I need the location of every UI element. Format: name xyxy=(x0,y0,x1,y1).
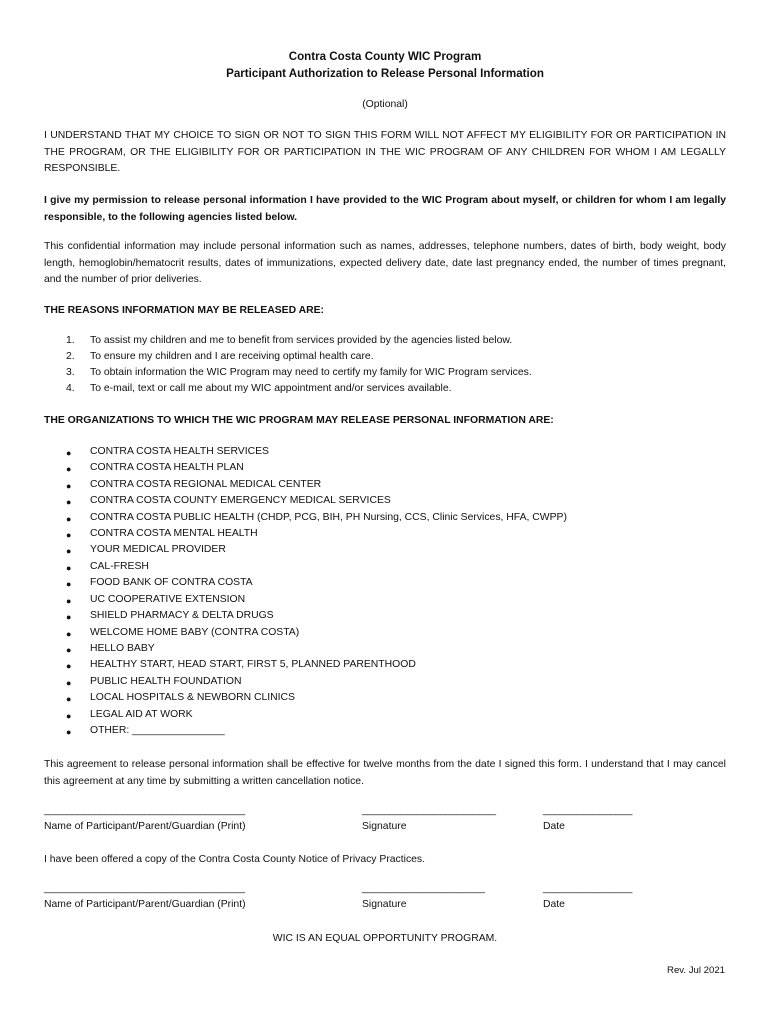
organization-item: SHIELD PHARMACY & DELTA DRUGS xyxy=(90,610,274,621)
reason-number: 2. xyxy=(66,351,75,362)
bullet-icon: ● xyxy=(66,448,72,458)
organization-item: PUBLIC HEALTH FOUNDATION xyxy=(90,676,242,687)
organizations-heading: THE ORGANIZATIONS TO WHICH THE WIC PROGRAM MAY RELEASE PERSONAL INFORMATION ARE: xyxy=(44,415,554,426)
reason-number: 4. xyxy=(66,383,75,394)
signature-label: Signature xyxy=(362,821,407,832)
organization-item: LEGAL AID AT WORK xyxy=(90,709,193,720)
bullet-icon: ● xyxy=(66,497,72,507)
signature-field[interactable]: ______________________ xyxy=(362,883,485,894)
bullet-icon: ● xyxy=(66,546,72,556)
organization-other-field[interactable]: OTHER: ________________ xyxy=(90,725,225,736)
organization-item: CONTRA COSTA REGIONAL MEDICAL CENTER xyxy=(90,479,322,490)
bullet-icon: ● xyxy=(66,629,72,639)
bullet-icon: ● xyxy=(66,514,72,524)
organization-item: CAL-FRESH xyxy=(90,561,149,572)
organization-item: CONTRA COSTA PUBLIC HEALTH (CHDP, PCG, BIH, PH Nursing, CCS, Clinic Services, HFA, CWPP) xyxy=(90,512,567,523)
participant-name-field[interactable]: ____________________________________ xyxy=(44,883,245,894)
reason-item: To obtain information the WIC Program may need to certify my family for WIC Program services. xyxy=(90,367,532,378)
bullet-icon: ● xyxy=(66,481,72,491)
reason-item: To ensure my children and I are receiving optimal health care. xyxy=(90,351,374,362)
organization-item: WELCOME HOME BABY (CONTRA COSTA) xyxy=(90,627,300,638)
permission-paragraph: I give my permission to release personal information I have provided to the WIC Program about myself, or children for whom I am legally responsible, to the following agencies listed below. xyxy=(44,195,726,223)
organization-item: LOCAL HOSPITALS & NEWBORN CLINICS xyxy=(90,692,295,703)
reason-item: To assist my children and me to benefit from services provided by the agencies listed below. xyxy=(90,335,513,346)
bullet-icon: ● xyxy=(66,645,72,655)
organization-item: CONTRA COSTA MENTAL HEALTH xyxy=(90,528,258,539)
reasons-heading: THE REASONS INFORMATION MAY BE RELEASED ARE: xyxy=(44,305,324,316)
reason-number: 3. xyxy=(66,367,75,378)
bullet-icon: ● xyxy=(66,694,72,704)
organization-item: FOOD BANK OF CONTRA COSTA xyxy=(90,577,253,588)
date-field[interactable]: ________________ xyxy=(543,805,633,816)
bullet-icon: ● xyxy=(66,464,72,474)
reason-number: 1. xyxy=(66,335,75,346)
organization-item: CONTRA COSTA COUNTY EMERGENCY MEDICAL SERVICES xyxy=(90,495,391,506)
date-field[interactable]: ________________ xyxy=(543,883,633,894)
signature-label: Signature xyxy=(362,899,407,910)
bullet-icon: ● xyxy=(66,579,72,589)
form-title: Contra Costa County WIC Program xyxy=(288,50,482,63)
date-label: Date xyxy=(543,899,565,910)
participant-name-field[interactable]: ____________________________________ xyxy=(44,805,245,816)
equal-opportunity-statement: WIC IS AN EQUAL OPPORTUNITY PROGRAM. xyxy=(272,933,498,944)
organization-item: CONTRA COSTA HEALTH PLAN xyxy=(90,462,244,473)
reason-item: To e-mail, text or call me about my WIC appointment and/or services available. xyxy=(90,383,452,394)
bullet-icon: ● xyxy=(66,711,72,721)
privacy-notice-text: I have been offered a copy of the Contra Costa County Notice of Privacy Practices. xyxy=(44,854,425,865)
agreement-paragraph: This agreement to release personal information shall be effective for twelve months from the date I signed this form. I understand that I may cancel this agreement at any time by submitting a written cancellation notice. xyxy=(44,759,726,787)
date-label: Date xyxy=(543,821,565,832)
optional-note: (Optional) xyxy=(362,99,408,110)
organization-item: HELLO BABY xyxy=(90,643,155,654)
organization-item: YOUR MEDICAL PROVIDER xyxy=(90,544,226,555)
bullet-icon: ● xyxy=(66,563,72,573)
participant-name-label: Name of Participant/Parent/Guardian (Print) xyxy=(44,899,246,910)
organization-item: HEALTHY START, HEAD START, FIRST 5, PLANNED PARENTHOOD xyxy=(90,659,416,670)
confidential-paragraph: This confidential information may include personal information such as names, addresses, telephone numbers, dates of birth, body weight, body length, hemoglobin/hematocrit results, dates of immunizations, expected delivery date, date last pregnancy ended, the number of times pregnant, and the number of prior deliveries. xyxy=(44,241,726,285)
bullet-icon: ● xyxy=(66,530,72,540)
organization-item: UC COOPERATIVE EXTENSION xyxy=(90,594,246,605)
signature-field[interactable]: ________________________ xyxy=(362,805,496,816)
bullet-icon: ● xyxy=(66,727,72,737)
participant-name-label: Name of Participant/Parent/Guardian (Print) xyxy=(44,821,246,832)
bullet-icon: ● xyxy=(66,678,72,688)
organization-item: CONTRA COSTA HEALTH SERVICES xyxy=(90,446,269,457)
form-subtitle: Participant Authorization to Release Personal Information xyxy=(226,67,544,80)
bullet-icon: ● xyxy=(66,661,72,671)
bullet-icon: ● xyxy=(66,612,72,622)
revision-date: Rev. Jul 2021 xyxy=(667,965,725,976)
bullet-icon: ● xyxy=(66,596,72,606)
understand-paragraph: I UNDERSTAND THAT MY CHOICE TO SIGN OR NOT TO SIGN THIS FORM WILL NOT AFFECT MY ELIGIBILITY FOR OR PARTICIPATION IN THE PROGRAM, OR THE ELIGIBILITY FOR OR PARTICIPATION IN THE WIC PROGRAM OF ANY CHILDREN FOR WHOM I AM LEGALLY RESPONSIBLE. xyxy=(44,130,726,174)
